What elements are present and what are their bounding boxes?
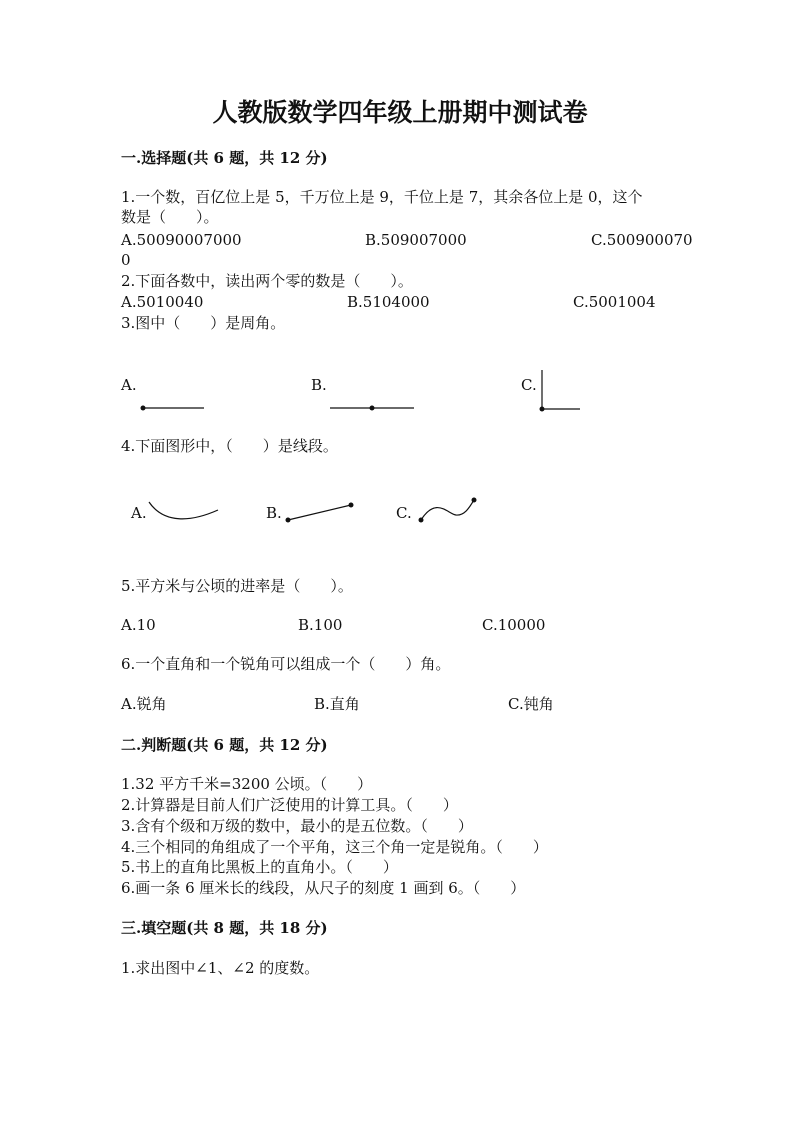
question-1-option-c-wrap: 0	[121, 251, 131, 269]
question-2-option-c: C.5001004	[573, 293, 656, 311]
judgment-item-1: 1.32 平方千米=3200 公顷。（ ）	[121, 775, 373, 793]
question-3-option-b-label: B.	[311, 376, 327, 394]
question-6-option-b: B.直角	[314, 695, 360, 713]
question-5-stem: 5.平方米与公顷的进率是（ ）。	[121, 577, 353, 595]
question-4-option-a-label: A.	[131, 504, 147, 522]
judgment-item-6: 6.画一条 6 厘米长的线段，从尺子的刻度 1 画到 6。（ ）	[121, 879, 526, 897]
question-1-option-a: A.50090007000	[121, 231, 242, 249]
section-heading-fill-blank: 三.填空题(共 8 题，共 18 分)	[121, 919, 328, 937]
question-3-figure-b	[328, 398, 418, 414]
question-5-option-c: C.10000	[482, 616, 546, 634]
question-1-option-b: B.509007000	[365, 231, 467, 249]
question-2-option-a: A.5010040	[121, 293, 204, 311]
question-4-option-b-label: B.	[266, 504, 282, 522]
page-title: 人教版数学四年级上册期中测试卷	[212, 98, 588, 127]
question-4-option-c-label: C.	[396, 504, 412, 522]
judgment-item-2: 2.计算器是目前人们广泛使用的计算工具。（ ）	[121, 796, 458, 814]
section-heading-judgment: 二.判断题(共 6 题，共 12 分)	[121, 736, 328, 754]
question-1-stem-line2: 数是（ ）。	[121, 208, 219, 226]
question-3-figure-a	[138, 398, 208, 414]
question-4-figure-a	[146, 498, 222, 524]
judgment-item-4: 4.三个相同的角组成了一个平角，这三个角一定是锐角。（ ）	[121, 838, 548, 856]
judgment-item-5: 5.书上的直角比黑板上的直角小。（ ）	[121, 858, 398, 876]
question-3-stem: 3.图中（ ）是周角。	[121, 314, 286, 332]
question-1-option-c: C.500900070	[591, 231, 693, 249]
question-6-option-c: C.钝角	[508, 695, 554, 713]
question-2-option-b: B.5104000	[347, 293, 430, 311]
section-heading-choice: 一.选择题(共 6 题，共 12 分)	[121, 149, 328, 167]
question-6-stem: 6.一个直角和一个锐角可以组成一个（ ）角。	[121, 655, 451, 673]
question-4-figure-b	[282, 500, 358, 526]
question-3-figure-c	[536, 368, 584, 414]
question-5-option-b: B.100	[298, 616, 343, 634]
question-6-option-a: A.锐角	[121, 695, 167, 713]
question-5-option-a: A.10	[121, 616, 156, 634]
question-1-stem-line1: 1.一个数，百亿位上是 5，千万位上是 9，千位上是 7，其余各位上是 0，这个	[121, 188, 643, 206]
question-4-figure-c	[416, 494, 482, 526]
judgment-item-3: 3.含有个级和万级的数中，最小的是五位数。（ ）	[121, 817, 473, 835]
question-2-stem: 2.下面各数中，读出两个零的数是（ ）。	[121, 272, 413, 290]
question-3-option-a-label: A.	[121, 376, 137, 394]
question-3-option-c-label: C.	[521, 376, 537, 394]
fill-blank-item-1: 1.求出图中∠1、∠2 的度数。	[121, 959, 320, 977]
question-4-stem: 4.下面图形中，（ ）是线段。	[121, 437, 338, 455]
